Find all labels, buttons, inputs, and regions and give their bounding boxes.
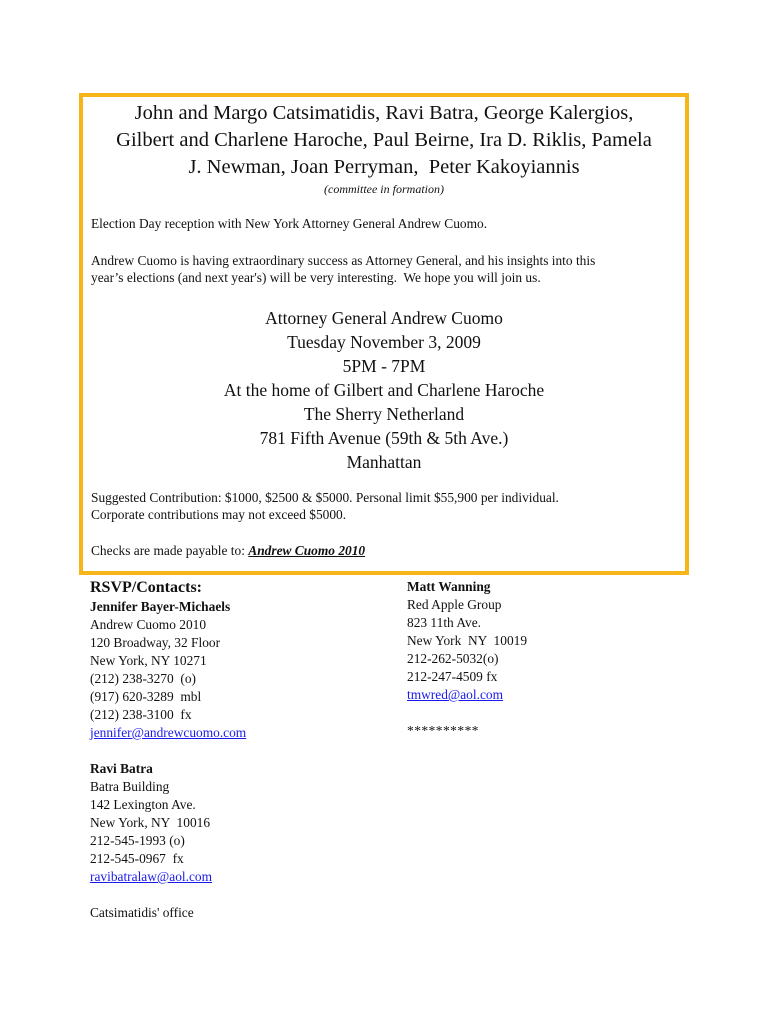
contact-matt-city: New York NY 10019 xyxy=(407,633,528,648)
catsimatidis-office-label: Catsimatidis' office xyxy=(90,905,194,920)
description-line-2: year’s elections (and next year's) will be very interesting. We hope you will join us. xyxy=(91,270,541,285)
rsvp-heading: RSVP/Contacts: xyxy=(90,579,202,596)
contribution-line-2: Corporate contributions may not exceed $5000. xyxy=(91,507,347,522)
separator-stars: ********** xyxy=(407,723,479,738)
contacts-right-column xyxy=(407,578,707,740)
contact-ravi-org: Batra Building xyxy=(90,779,170,794)
spacer xyxy=(90,742,390,760)
event-address: 781 Fifth Avenue (59th & 5th Ave.) xyxy=(259,428,509,448)
contact-ravi-fax: 212-545-0967 fx xyxy=(90,851,184,866)
contact-ravi-name: Ravi Batra xyxy=(90,761,153,776)
hosts-line-3: J. Newman, Joan Perryman, Peter Kakoyiannis xyxy=(188,156,580,178)
contact-jennifer-phone: (212) 238-3270 (o) xyxy=(90,671,196,686)
contact-matt-email-link[interactable]: tmwred@aol.com xyxy=(407,687,503,702)
checks-label: Checks are made payable to: xyxy=(91,543,249,558)
contact-matt-name: Matt Wanning xyxy=(407,579,491,594)
spacer xyxy=(90,886,390,904)
checks-payee: Andrew Cuomo 2010 xyxy=(248,543,366,558)
invitation-box xyxy=(79,93,689,575)
contact-jennifer-email-link[interactable]: jennifer@andrewcuomo.com xyxy=(90,725,247,740)
event-host-home: At the home of Gilbert and Charlene Haroche xyxy=(223,380,545,400)
contact-matt-phone: 212-262-5032(o) xyxy=(407,651,499,666)
contact-jennifer-mobile: (917) 620-3289 mbl xyxy=(90,689,202,704)
contacts-left-column xyxy=(90,578,390,922)
intro-text: Election Day reception with New York Attorney General Andrew Cuomo. xyxy=(91,216,488,231)
event-venue: The Sherry Netherland xyxy=(303,404,465,424)
hosts-line-1: John and Margo Catsimatidis, Ravi Batra, George Kalergios, xyxy=(134,102,634,124)
contribution-line-1: Suggested Contribution: $1000, $2500 & $5000. Personal limit $55,900 per individual. xyxy=(91,490,559,505)
contact-ravi-street: 142 Lexington Ave. xyxy=(90,797,196,812)
contact-jennifer-name: Jennifer Bayer-Michaels xyxy=(90,599,231,614)
contact-matt-street: 823 11th Ave. xyxy=(407,615,482,630)
description-line-1: Andrew Cuomo is having extraordinary success as Attorney General, and his insights into this xyxy=(91,253,596,268)
checks-payable-text xyxy=(91,542,681,559)
event-details xyxy=(83,306,685,474)
contact-ravi-phone: 212-545-1993 (o) xyxy=(90,833,185,848)
hosts-line-2: Gilbert and Charlene Haroche, Paul Beirne, Ira D. Riklis, Pamela xyxy=(116,129,652,151)
contact-matt-org: Red Apple Group xyxy=(407,597,502,612)
committee-note: (committee in formation) xyxy=(324,182,444,196)
contact-matt-fax: 212-247-4509 fx xyxy=(407,669,498,684)
contact-jennifer-city: New York, NY 10271 xyxy=(90,653,207,668)
contact-jennifer-org: Andrew Cuomo 2010 xyxy=(90,617,207,632)
spacer xyxy=(407,704,707,722)
event-date: Tuesday November 3, 2009 xyxy=(287,332,481,352)
event-time: 5PM - 7PM xyxy=(342,356,426,376)
contact-ravi-email-link[interactable]: ravibatralaw@aol.com xyxy=(90,869,213,884)
contact-jennifer-fax: (212) 238-3100 fx xyxy=(90,707,192,722)
contact-ravi-city: New York, NY 10016 xyxy=(90,815,211,830)
event-borough: Manhattan xyxy=(346,452,422,472)
description-text xyxy=(91,252,681,286)
event-honoree: Attorney General Andrew Cuomo xyxy=(265,308,503,328)
host-committee-names xyxy=(83,100,685,181)
contact-jennifer-street: 120 Broadway, 32 Floor xyxy=(90,635,221,650)
contribution-text xyxy=(91,489,681,523)
